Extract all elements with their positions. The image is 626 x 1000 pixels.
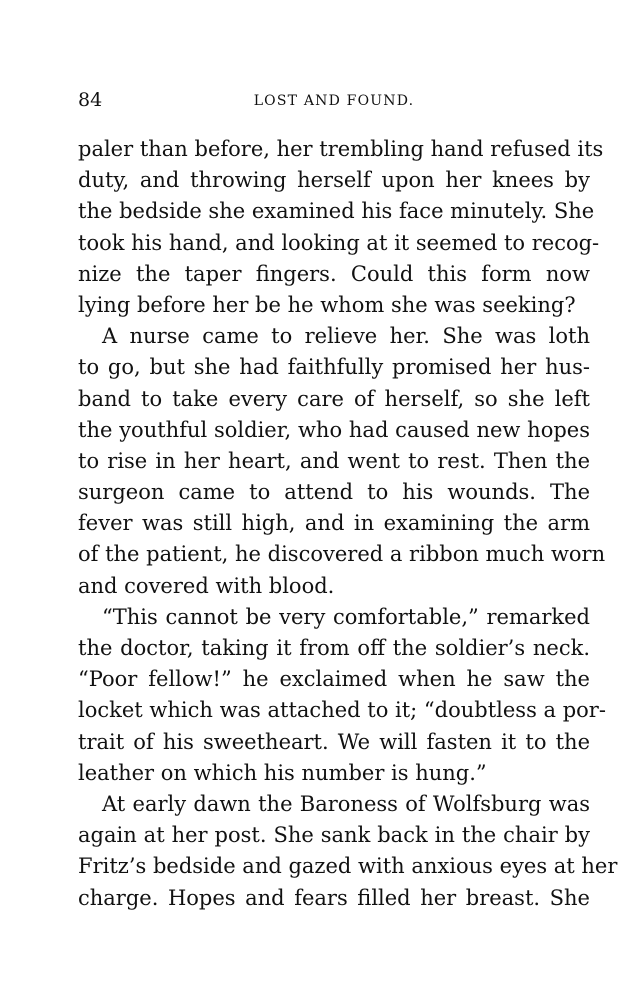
page-number: 84	[78, 89, 103, 111]
text-line: again at her post. She sank back in the chair by	[78, 823, 590, 848]
text-line: charge. Hopes and fears filled her breast. She	[78, 885, 590, 910]
text-line: lying before her be he whom she was seeking?	[78, 292, 576, 317]
text-line: A nurse came to relieve her. She was loth	[102, 324, 590, 349]
text-line: surgeon came to attend to his wounds. The	[78, 480, 590, 505]
text-line: to go, but she had faithfully promised her hus-	[78, 355, 590, 380]
text-line: leather on which his number is hung.”	[78, 760, 487, 785]
text-line: band to take every care of herself, so she left	[78, 386, 590, 411]
text-line: the bedside she examined his face minutely. She	[78, 199, 595, 224]
text-line: locket which was attached to it; “doubtless a por-	[78, 698, 606, 723]
text-line: paler than before, her trembling hand refused its	[78, 137, 604, 161]
text-line: fever was still high, and in examining the arm	[78, 511, 590, 536]
body-text	[78, 134, 618, 914]
text-line: the youthful soldier, who had caused new hopes	[78, 417, 590, 442]
paragraph	[78, 602, 606, 789]
text-line: of the patient, he discovered a ribbon much worn	[78, 542, 606, 567]
running-title: LOST AND FOUND.	[253, 93, 415, 109]
text-line: took his hand, and looking at it seemed to recog-	[78, 230, 600, 255]
text-line: trait of his sweetheart. We will fasten it to the	[78, 729, 590, 754]
text-line: “Poor fellow!” he exclaimed when he saw the	[78, 667, 590, 692]
text-line: to rise in her heart, and went to rest. Then the	[78, 448, 590, 473]
text-line: nize the taper fingers. Could this form now	[78, 261, 590, 286]
text-line: “This cannot be very comfortable,” remarked	[102, 604, 590, 629]
text-line: Fritz’s bedside and gazed with anxious eyes at her	[78, 854, 618, 879]
paragraph	[78, 321, 606, 602]
text-line: the doctor, taking it from off the soldier’s neck.	[78, 636, 590, 660]
text-line: At early dawn the Baroness of Wolfsburg was	[102, 791, 590, 816]
text-line: and covered with blood.	[78, 573, 335, 598]
paragraph	[78, 134, 604, 321]
paragraph	[78, 789, 618, 914]
text-line: duty, and throwing herself upon her knees by	[78, 168, 590, 193]
page-header	[78, 88, 590, 114]
